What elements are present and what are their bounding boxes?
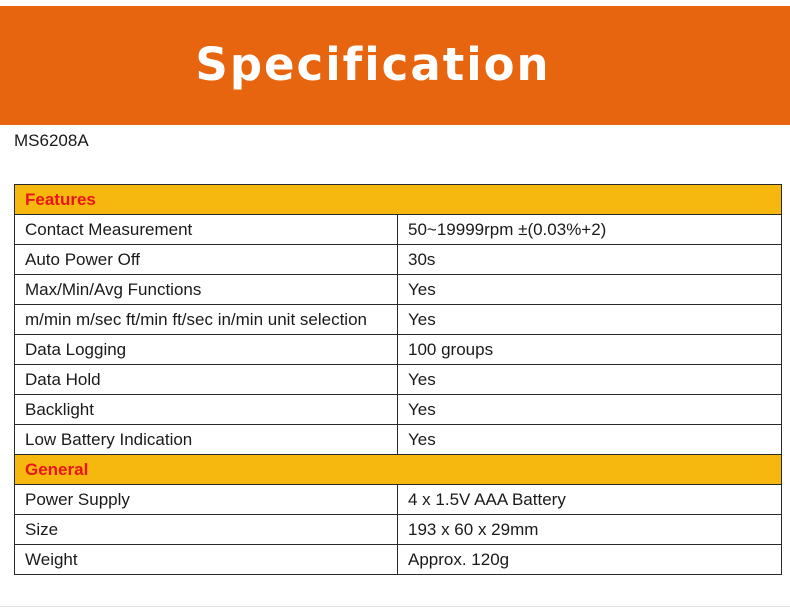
spec-label: Size bbox=[15, 515, 398, 545]
spec-label: Weight bbox=[15, 545, 398, 575]
spec-label: Low Battery Indication bbox=[15, 425, 398, 455]
spec-label: Contact Measurement bbox=[15, 215, 398, 245]
table-row bbox=[15, 335, 782, 365]
table-row bbox=[15, 485, 782, 515]
table-row bbox=[15, 275, 782, 305]
spec-value: 30s bbox=[398, 245, 782, 275]
spec-value: Yes bbox=[398, 395, 782, 425]
spec-value: Yes bbox=[398, 365, 782, 395]
spec-value: Approx. 120g bbox=[398, 545, 782, 575]
spec-value: 4 x 1.5V AAA Battery bbox=[398, 485, 782, 515]
spec-value: 193 x 60 x 29mm bbox=[398, 515, 782, 545]
spec-label: m/min m/sec ft/min ft/sec in/min unit selection bbox=[15, 305, 398, 335]
divider bbox=[0, 606, 790, 607]
specification-table bbox=[14, 184, 782, 575]
spec-label: Power Supply bbox=[15, 485, 398, 515]
table-row bbox=[15, 365, 782, 395]
section-header-features bbox=[15, 185, 782, 215]
spec-value: Yes bbox=[398, 305, 782, 335]
spec-label: Data Logging bbox=[15, 335, 398, 365]
table-row bbox=[15, 215, 782, 245]
section-title: General bbox=[15, 455, 782, 485]
spec-label: Auto Power Off bbox=[15, 245, 398, 275]
spec-value: Yes bbox=[398, 275, 782, 305]
header-banner bbox=[0, 6, 790, 125]
table-row bbox=[15, 245, 782, 275]
section-title: Features bbox=[15, 185, 782, 215]
spec-value: Yes bbox=[398, 425, 782, 455]
spec-value: 50~19999rpm ±(0.03%+2) bbox=[398, 215, 782, 245]
table-row bbox=[15, 305, 782, 335]
spec-label: Max/Min/Avg Functions bbox=[15, 275, 398, 305]
page-title: Specification bbox=[195, 38, 551, 91]
table-row bbox=[15, 515, 782, 545]
model-number: MS6208A bbox=[14, 131, 89, 150]
table-row bbox=[15, 395, 782, 425]
section-header-general bbox=[15, 455, 782, 485]
spec-value: 100 groups bbox=[398, 335, 782, 365]
table-row bbox=[15, 545, 782, 575]
spec-label: Backlight bbox=[15, 395, 398, 425]
table-row bbox=[15, 425, 782, 455]
spec-label: Data Hold bbox=[15, 365, 398, 395]
